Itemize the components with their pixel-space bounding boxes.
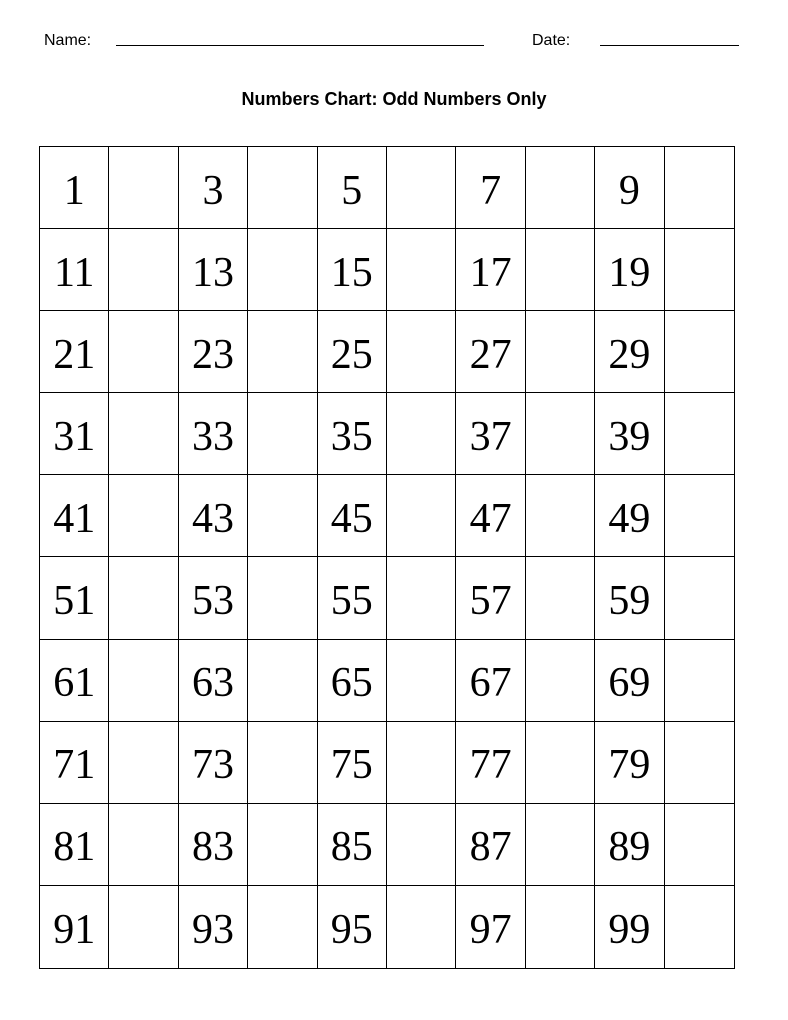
number-cell: 77	[456, 722, 525, 804]
number-cell: 3	[179, 147, 248, 229]
number-cell: 19	[595, 229, 664, 311]
number-cell: 83	[179, 804, 248, 886]
date-label: Date:	[532, 32, 571, 49]
blank-cell[interactable]	[109, 475, 178, 557]
page-title: Numbers Chart: Odd Numbers Only	[241, 89, 547, 109]
number-cell: 7	[456, 147, 525, 229]
blank-cell[interactable]	[526, 557, 595, 639]
number-cell: 53	[179, 557, 248, 639]
blank-cell[interactable]	[665, 229, 734, 311]
blank-cell[interactable]	[526, 722, 595, 804]
number-cell: 81	[40, 804, 109, 886]
blank-cell[interactable]	[526, 229, 595, 311]
number-cell: 1	[40, 147, 109, 229]
number-cell: 27	[456, 311, 525, 393]
blank-cell[interactable]	[665, 886, 734, 968]
number-cell: 31	[40, 393, 109, 475]
number-cell: 85	[318, 804, 387, 886]
blank-cell[interactable]	[665, 475, 734, 557]
name-label: Name:	[44, 32, 92, 49]
blank-cell[interactable]	[387, 229, 456, 311]
blank-cell[interactable]	[526, 640, 595, 722]
number-cell: 29	[595, 311, 664, 393]
blank-cell[interactable]	[665, 557, 734, 639]
number-cell: 89	[595, 804, 664, 886]
number-cell: 75	[318, 722, 387, 804]
number-cell: 99	[595, 886, 664, 968]
number-cell: 65	[318, 640, 387, 722]
blank-cell[interactable]	[387, 722, 456, 804]
number-cell: 45	[318, 475, 387, 557]
blank-cell[interactable]	[248, 722, 317, 804]
blank-cell[interactable]	[526, 475, 595, 557]
number-cell: 35	[318, 393, 387, 475]
number-cell: 55	[318, 557, 387, 639]
blank-cell[interactable]	[526, 311, 595, 393]
blank-cell[interactable]	[526, 804, 595, 886]
blank-cell[interactable]	[665, 804, 734, 886]
number-cell: 63	[179, 640, 248, 722]
blank-cell[interactable]	[387, 475, 456, 557]
number-cell: 43	[179, 475, 248, 557]
number-cell: 93	[179, 886, 248, 968]
number-cell: 71	[40, 722, 109, 804]
blank-cell[interactable]	[665, 640, 734, 722]
blank-cell[interactable]	[248, 311, 317, 393]
number-cell: 41	[40, 475, 109, 557]
number-cell: 57	[456, 557, 525, 639]
number-cell: 25	[318, 311, 387, 393]
blank-cell[interactable]	[248, 393, 317, 475]
number-cell: 97	[456, 886, 525, 968]
blank-cell[interactable]	[248, 229, 317, 311]
blank-cell[interactable]	[387, 393, 456, 475]
number-cell: 91	[40, 886, 109, 968]
number-cell: 17	[456, 229, 525, 311]
blank-cell[interactable]	[665, 393, 734, 475]
blank-cell[interactable]	[248, 475, 317, 557]
number-cell: 87	[456, 804, 525, 886]
number-cell: 39	[595, 393, 664, 475]
blank-cell[interactable]	[248, 804, 317, 886]
number-cell: 9	[595, 147, 664, 229]
number-cell: 47	[456, 475, 525, 557]
number-cell: 67	[456, 640, 525, 722]
blank-cell[interactable]	[387, 640, 456, 722]
number-cell: 95	[318, 886, 387, 968]
number-cell: 51	[40, 557, 109, 639]
date-field-line[interactable]	[600, 45, 739, 46]
number-cell: 59	[595, 557, 664, 639]
blank-cell[interactable]	[109, 804, 178, 886]
number-cell: 73	[179, 722, 248, 804]
blank-cell[interactable]	[109, 640, 178, 722]
number-cell: 15	[318, 229, 387, 311]
blank-cell[interactable]	[387, 311, 456, 393]
number-cell: 23	[179, 311, 248, 393]
blank-cell[interactable]	[665, 722, 734, 804]
blank-cell[interactable]	[248, 147, 317, 229]
number-cell: 61	[40, 640, 109, 722]
blank-cell[interactable]	[109, 229, 178, 311]
blank-cell[interactable]	[248, 640, 317, 722]
blank-cell[interactable]	[526, 147, 595, 229]
name-field-line[interactable]	[116, 45, 484, 46]
blank-cell[interactable]	[387, 886, 456, 968]
blank-cell[interactable]	[387, 804, 456, 886]
blank-cell[interactable]	[387, 147, 456, 229]
blank-cell[interactable]	[248, 557, 317, 639]
number-cell: 37	[456, 393, 525, 475]
number-cell: 5	[318, 147, 387, 229]
blank-cell[interactable]	[665, 311, 734, 393]
number-cell: 79	[595, 722, 664, 804]
number-cell: 49	[595, 475, 664, 557]
number-cell: 11	[40, 229, 109, 311]
blank-cell[interactable]	[526, 393, 595, 475]
blank-cell[interactable]	[526, 886, 595, 968]
blank-cell[interactable]	[248, 886, 317, 968]
blank-cell[interactable]	[109, 147, 178, 229]
numbers-grid	[39, 146, 735, 969]
number-cell: 21	[40, 311, 109, 393]
blank-cell[interactable]	[665, 147, 734, 229]
blank-cell[interactable]	[109, 557, 178, 639]
blank-cell[interactable]	[109, 722, 178, 804]
blank-cell[interactable]	[109, 311, 178, 393]
blank-cell[interactable]	[109, 886, 178, 968]
blank-cell[interactable]	[109, 393, 178, 475]
number-cell: 33	[179, 393, 248, 475]
number-cell: 13	[179, 229, 248, 311]
number-cell: 69	[595, 640, 664, 722]
blank-cell[interactable]	[387, 557, 456, 639]
